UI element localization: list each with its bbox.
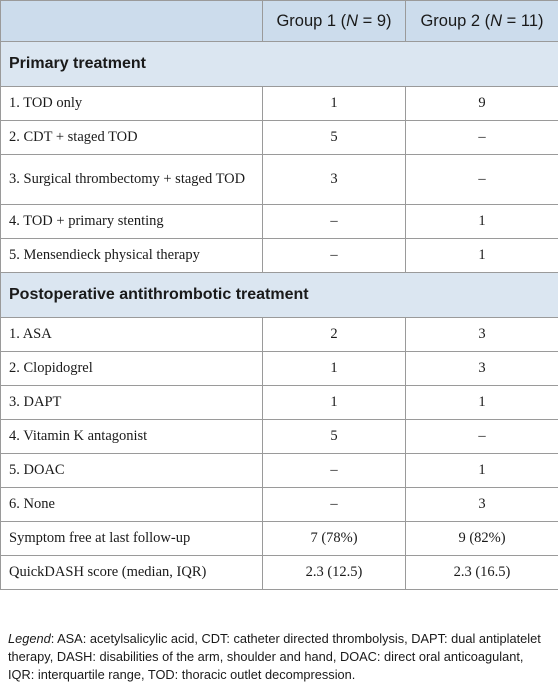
table-row: [1, 420, 558, 454]
row-label: QuickDASH score (median, IQR): [1, 556, 263, 590]
table-row: [1, 239, 558, 273]
table-row: [1, 205, 558, 239]
group-2-value: 1: [406, 386, 558, 420]
group-1-value: 5: [263, 420, 406, 454]
row-label: 2. CDT + staged TOD: [1, 121, 263, 155]
group-2-value: –: [406, 121, 558, 155]
group-1-value: 1: [263, 87, 406, 121]
group-1-value: 1: [263, 386, 406, 420]
row-label: Symptom free at last follow-up: [1, 522, 263, 556]
group-1-value: –: [263, 239, 406, 273]
row-label: 5. Mensendieck physical therapy: [1, 239, 263, 273]
section-title: Postoperative antithrombotic treatment: [1, 273, 558, 318]
table-legend: [8, 630, 552, 684]
table-row: [1, 488, 558, 522]
group-1-value: 7 (78%): [263, 522, 406, 556]
row-label: 2. Clopidogrel: [1, 352, 263, 386]
section-heading-row: [1, 42, 558, 87]
group-2-value: –: [406, 155, 558, 205]
group-1-value: 5: [263, 121, 406, 155]
table-header-row: [1, 1, 558, 42]
group-2-value: 3: [406, 488, 558, 522]
group-2-value: 1: [406, 454, 558, 488]
group-2-value: 9 (82%): [406, 522, 558, 556]
group-1-label: Group 1 (: [276, 12, 346, 30]
table-row: [1, 121, 558, 155]
group-1-value: –: [263, 488, 406, 522]
group-2-value: 1: [406, 239, 558, 273]
row-label: 1. ASA: [1, 318, 263, 352]
group-1-n-symbol: N: [346, 12, 358, 30]
table-row: [1, 87, 558, 121]
group-2-value: 3: [406, 352, 558, 386]
row-label: 3. DAPT: [1, 386, 263, 420]
row-label: 5. DOAC: [1, 454, 263, 488]
group-2-label: Group 2 (: [420, 12, 490, 30]
row-label: 4. Vitamin K antagonist: [1, 420, 263, 454]
group-1-count: = 9): [358, 12, 391, 30]
row-label: 4. TOD + primary stenting: [1, 205, 263, 239]
group-1-value: 3: [263, 155, 406, 205]
section-heading-row: [1, 273, 558, 318]
group-2-value: 2.3 (16.5): [406, 556, 558, 590]
legend-label: Legend: [8, 631, 51, 646]
header-group-2: [406, 1, 558, 42]
group-1-value: 2.3 (12.5): [263, 556, 406, 590]
group-2-value: –: [406, 420, 558, 454]
group-1-value: 1: [263, 352, 406, 386]
section-title: Primary treatment: [1, 42, 558, 87]
header-empty-cell: [1, 1, 263, 42]
group-2-value: 9: [406, 87, 558, 121]
table-row: [1, 155, 558, 205]
group-1-value: 2: [263, 318, 406, 352]
group-1-value: –: [263, 454, 406, 488]
table-row: [1, 454, 558, 488]
summary-row: [1, 556, 558, 590]
group-2-value: 1: [406, 205, 558, 239]
header-group-1: [263, 1, 406, 42]
group-2-count: = 11): [502, 12, 543, 30]
legend-text: : ASA: acetylsalicylic acid, CDT: catheter directed thrombolysis, DAPT: dual antiplatelet therapy, DASH: disabilities of the arm, shoulder and hand, DOAC: direct oral anticoagulant, IQR: interquartile range, TOD: thoracic outlet decompression.: [8, 631, 541, 682]
group-2-value: 3: [406, 318, 558, 352]
group-1-value: –: [263, 205, 406, 239]
row-label: 6. None: [1, 488, 263, 522]
row-label: 1. TOD only: [1, 87, 263, 121]
table-row: [1, 386, 558, 420]
row-label: 3. Surgical thrombectomy + staged TOD: [1, 155, 263, 205]
table-row: [1, 352, 558, 386]
table-row: [1, 318, 558, 352]
group-2-n-symbol: N: [490, 12, 502, 30]
summary-row: [1, 522, 558, 556]
